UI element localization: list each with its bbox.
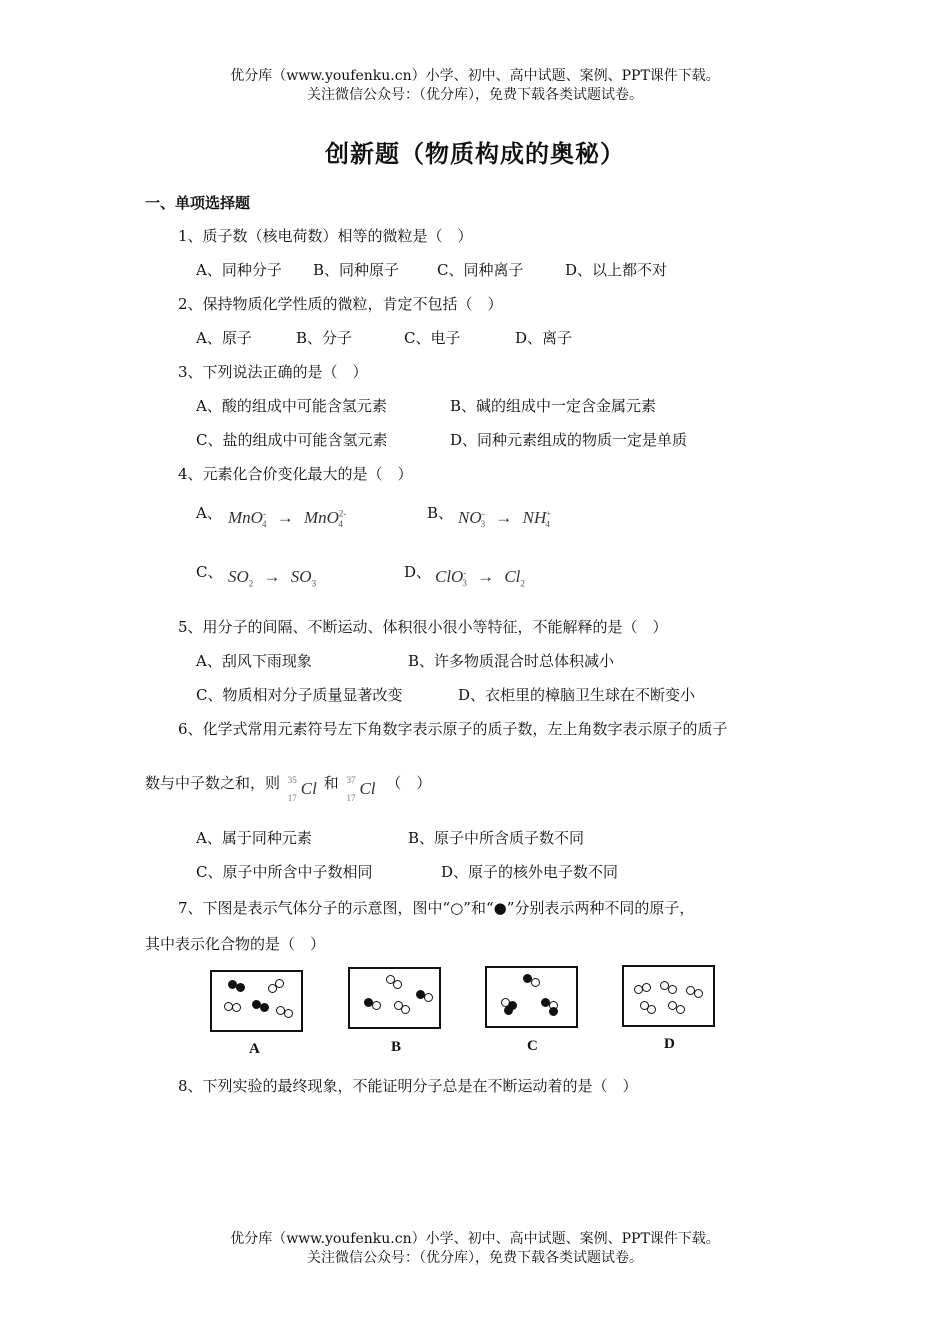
section-heading: 一、单项选择题	[145, 194, 251, 212]
diagram-box-b	[348, 967, 441, 1029]
q4-option-b: B、	[427, 504, 454, 522]
question-8-stem: 8、下列实验的最终现象，不能证明分子总是在不断运动着的是（ ）	[178, 1077, 638, 1095]
header-line-1: 优分库（www.youfenku.cn）小学、初中、高中试题、案例、PPT课件下载。	[230, 68, 720, 84]
q1-option-a: A、同种分子	[196, 261, 282, 279]
q4-formula-a: MnO-$_4$ → MnO$^{2-}_4$	[228, 508, 347, 530]
footer-line-2: 关注微信公众号：（优分库），免费下载各类试题试卷。	[307, 1250, 643, 1266]
q5-option-d: D、衣柜里的樟脑卫生球在不断变小	[458, 686, 696, 704]
q6-option-b: B、原子中所含质子数不同	[408, 829, 585, 847]
question-1-stem: 1、质子数（核电荷数）相等的微粒是（ ）	[178, 227, 473, 245]
diagram-box-d	[622, 965, 715, 1027]
question-6-stem-line-1: 6、化学式常用元素符号左下角数字表示原子的质子数，左上角数字表示原子的质子	[178, 720, 728, 738]
diagram-label-a: A	[249, 1041, 260, 1057]
q3-option-c: C、盐的组成中可能含氢元素	[196, 431, 388, 449]
diagram-label-d: D	[664, 1036, 675, 1052]
q4-formula-c: $SO_2 \to SO_3$	[228, 567, 317, 589]
q4-option-a: A、	[196, 504, 222, 522]
q2-option-d: D、离子	[515, 329, 573, 347]
question-7-stem-line-2: 其中表示化合物的是（ ）	[145, 935, 326, 953]
q6-option-a: A、属于同种元素	[196, 829, 312, 847]
q6-option-d: D、原子的核外电子数不同	[441, 863, 619, 881]
q4-formula-d: $ClO^-_3 \to Cl_2$	[435, 567, 525, 589]
q4-option-d: D、	[404, 563, 432, 581]
question-5-stem: 5、用分子的间隔、不断运动、体积很小很小等特征，不能解释的是（ ）	[178, 618, 668, 636]
q4-formula-b: $NO^-_3 \to NH^+_4$	[458, 508, 552, 530]
header-line-2: 关注微信公众号：（优分库），免费下载各类试题试卷。	[307, 87, 643, 103]
diagram-box-c	[485, 966, 578, 1028]
q5-option-a: A、刮风下雨现象	[196, 652, 312, 670]
footer-line-1: 优分库（www.youfenku.cn）小学、初中、高中试题、案例、PPT课件下载。	[230, 1231, 720, 1247]
q4-option-c: C、	[196, 563, 223, 581]
question-3-stem: 3、下列说法正确的是（ ）	[178, 363, 368, 381]
isotope-cl-37: 37 17 Cl	[346, 775, 376, 803]
q3-option-a: A、酸的组成中可能含氢元素	[196, 397, 387, 415]
q1-option-d: D、以上都不对	[565, 261, 668, 279]
diagram-box-a	[210, 970, 303, 1032]
diagram-label-c: C	[527, 1038, 538, 1054]
q6-option-c: C、原子中所含中子数相同	[196, 863, 373, 881]
q1-option-c: C、同种离子	[437, 261, 524, 279]
q5-option-c: C、物质相对分子质量显著改变	[196, 686, 403, 704]
question-7-stem-line-1: 7、下图是表示气体分子的示意图，图中“○”和“●”分别表示两种不同的原子，	[178, 899, 695, 917]
isotope-cl-35: 35 17 Cl	[287, 775, 317, 803]
q3-option-b: B、碱的组成中一定含金属元素	[450, 397, 657, 415]
diagram-label-b: B	[391, 1039, 402, 1055]
q2-option-a: A、原子	[196, 329, 252, 347]
q3-option-d: D、同种元素组成的物质一定是单质	[450, 431, 688, 449]
question-6-stem-line-2: 数与中子数之和，则 35 17 Cl 和 37 17 Cl （ ）	[145, 774, 432, 803]
page-title: 创新题（物质构成的奥秘）	[325, 139, 625, 168]
question-2-stem: 2、保持物质化学性质的微粒，肯定不包括（ ）	[178, 295, 503, 313]
q1-option-b: B、同种原子	[313, 261, 400, 279]
q5-option-b: B、许多物质混合时总体积减小	[408, 652, 615, 670]
q2-option-c: C、电子	[404, 329, 461, 347]
question-4-stem: 4、元素化合价变化最大的是（ ）	[178, 465, 413, 483]
q2-option-b: B、分子	[296, 329, 353, 347]
